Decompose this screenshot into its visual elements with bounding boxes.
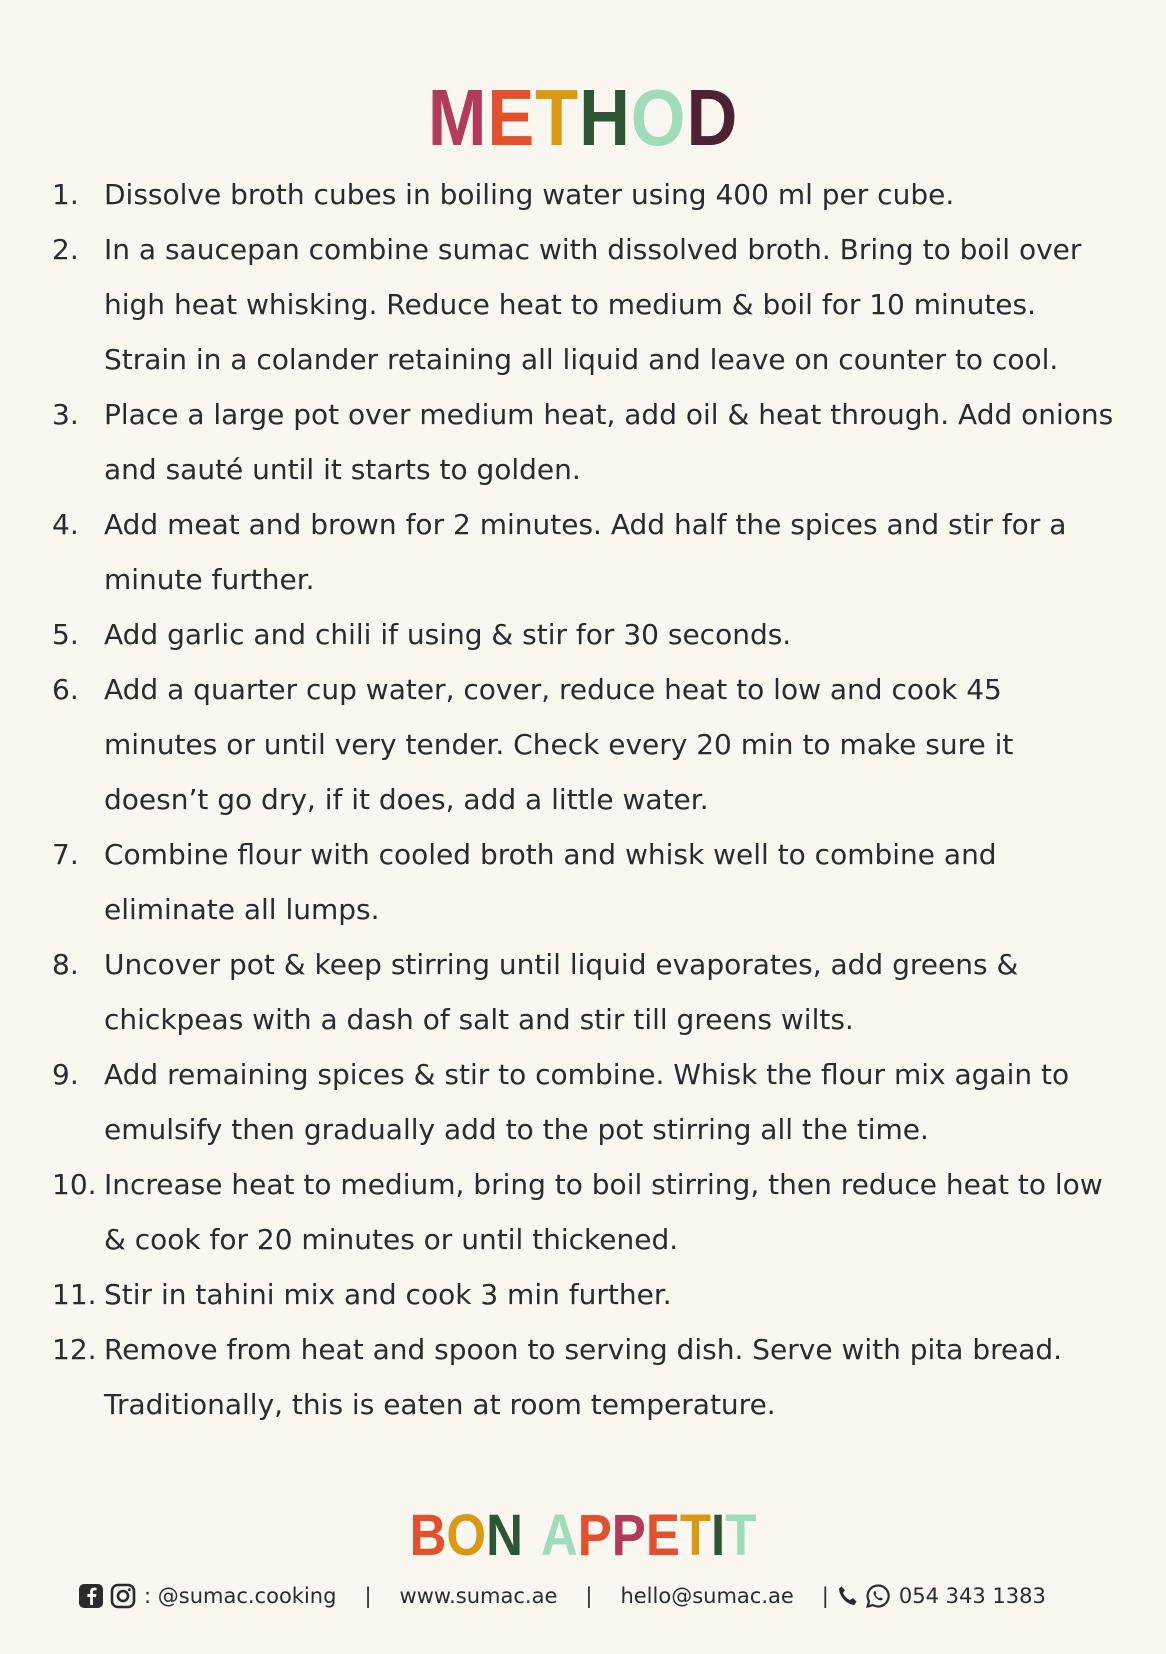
phone-icon (835, 1583, 861, 1609)
step-text: Add remaining spices & stir to combine. Whisk the flour mix again to emulsify then gradually add to the pot stirring all the time. (104, 1058, 1070, 1146)
method-step (52, 1322, 1122, 1432)
closing-letter: T (679, 1503, 712, 1568)
title-letter: H (579, 73, 631, 162)
email-link[interactable]: hello@sumac.ae (620, 1584, 794, 1608)
method-step (52, 1267, 1122, 1322)
step-number: 5. (52, 618, 79, 651)
step-number: 8. (52, 948, 79, 981)
method-step (52, 497, 1122, 607)
method-step (52, 167, 1122, 222)
step-text: Place a large pot over medium heat, add oil & heat through. Add onions and sauté until it starts to golden. (104, 398, 1114, 486)
step-text: Uncover pot & keep stirring until liquid evaporates, add greens & chickpeas with a dash of salt and stir till greens wilts. (104, 948, 1019, 1036)
step-number: 4. (52, 508, 79, 541)
step-number: 10. (52, 1168, 97, 1201)
closing-letter: P (611, 1503, 646, 1568)
step-number: 2. (52, 233, 79, 266)
step-text: Remove from heat and spoon to serving dish. Serve with pita bread. Traditionally, this is eaten at room temperature. (104, 1333, 1063, 1421)
closing-letter: N (486, 1503, 524, 1568)
step-text: Dissolve broth cubes in boiling water using 400 ml per cube. (104, 178, 955, 211)
method-step (52, 1157, 1122, 1267)
step-text: Increase heat to medium, bring to boil stirring, then reduce heat to low & cook for 20 minutes or until thickened. (104, 1168, 1103, 1256)
footer-separator: | (585, 1584, 593, 1608)
step-number: 11. (52, 1278, 97, 1311)
closing-heading (70, 1503, 1096, 1568)
title-letter: O (630, 73, 687, 162)
phone-number[interactable]: 054 343 1383 (898, 1584, 1046, 1608)
step-number: 12. (52, 1333, 97, 1366)
social-handle[interactable]: : @sumac.cooking (144, 1584, 337, 1608)
method-step (52, 662, 1122, 827)
title-letter: D (686, 73, 739, 162)
facebook-icon[interactable] (78, 1583, 104, 1609)
step-text: In a saucepan combine sumac with dissolved broth. Bring to boil over high heat whisking. Reduce heat to medium & boil for 10 minutes. Strain in a colander retaining all liquid and leave on counter to cool. (104, 233, 1082, 376)
footer-separator: | (821, 1584, 829, 1608)
step-number: 9. (52, 1058, 79, 1091)
footer (78, 1583, 1098, 1609)
footer-separator: | (364, 1584, 372, 1608)
closing-letter: E (645, 1503, 680, 1568)
closing-letter: O (446, 1503, 487, 1568)
method-step (52, 387, 1122, 497)
whatsapp-icon (865, 1583, 891, 1609)
title-letter: T (535, 73, 580, 162)
page-title (70, 73, 1096, 162)
instagram-icon[interactable] (110, 1583, 136, 1609)
closing-letter: T (725, 1503, 757, 1568)
closing-letter: A (540, 1503, 578, 1568)
method-step (52, 937, 1122, 1047)
closing-letter: I (711, 1503, 726, 1568)
step-text: Stir in tahini mix and cook 3 min further. (104, 1278, 672, 1311)
website-link[interactable]: www.sumac.ae (399, 1584, 558, 1608)
title-letter: E (487, 73, 536, 162)
method-steps-list (52, 167, 1122, 1432)
method-step (52, 222, 1122, 387)
title-letter: M (427, 73, 488, 162)
step-text: Combine flour with cooled broth and whisk well to combine and eliminate all lumps. (104, 838, 997, 926)
method-step (52, 1047, 1122, 1157)
step-number: 1. (52, 178, 79, 211)
closing-letter: P (577, 1503, 612, 1568)
step-text: Add meat and brown for 2 minutes. Add half the spices and stir for a minute further. (104, 508, 1067, 596)
step-number: 3. (52, 398, 79, 431)
method-step (52, 607, 1122, 662)
step-text: Add a quarter cup water, cover, reduce heat to low and cook 45 minutes or until very tender. Check every 20 min to make sure it doesn’t go dry, if it does, add a little water. (104, 673, 1014, 816)
closing-letter: B (409, 1503, 447, 1568)
step-number: 7. (52, 838, 79, 871)
step-number: 6. (52, 673, 79, 706)
method-step (52, 827, 1122, 937)
step-text: Add garlic and chili if using & stir for 30 seconds. (104, 618, 792, 651)
